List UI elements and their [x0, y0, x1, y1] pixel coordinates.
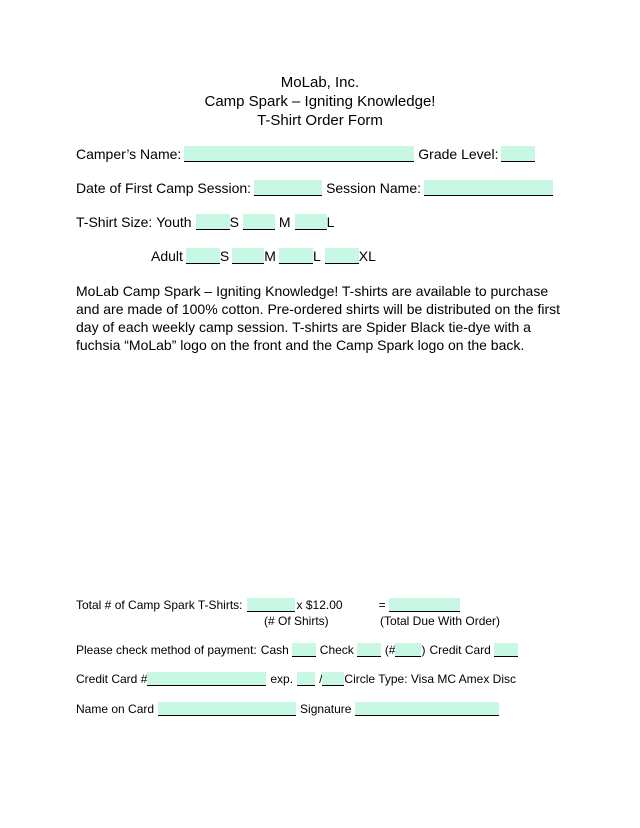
adult-xl-field[interactable]: [325, 248, 359, 264]
payment-method-label: Please check method of payment:: [76, 643, 257, 657]
name-on-card-label: Name on Card: [76, 702, 155, 716]
signature-label: Signature: [300, 702, 352, 716]
card-number-field[interactable]: [147, 672, 266, 686]
session-name-label: Session Name:: [326, 180, 421, 196]
signature-row: [76, 702, 499, 716]
unit-price: x $12.00: [296, 598, 343, 612]
check-number-close: ): [421, 643, 426, 657]
youth-s-label: S: [229, 214, 239, 230]
order-total-row: [76, 598, 460, 612]
adult-label: Adult: [151, 248, 183, 264]
company-name: MoLab, Inc.: [280, 74, 360, 91]
check-number-field[interactable]: [395, 643, 421, 657]
adult-m-label: M: [264, 248, 276, 264]
youth-size-row: [76, 214, 334, 230]
cash-checkbox-field[interactable]: [292, 643, 316, 657]
adult-m-field[interactable]: [232, 248, 264, 264]
card-type-label: Circle Type: Visa MC Amex Disc: [344, 672, 517, 686]
name-on-card-field[interactable]: [158, 702, 296, 716]
youth-m-field[interactable]: [243, 214, 275, 230]
adult-size-row: [151, 248, 376, 264]
payment-method-row: [76, 643, 518, 657]
check-checkbox-field[interactable]: [357, 643, 381, 657]
youth-l-label: L: [326, 214, 335, 230]
check-label: Check: [319, 643, 354, 657]
adult-s-label: S: [219, 248, 230, 264]
session-name-field[interactable]: [424, 180, 553, 196]
camper-name-field[interactable]: [184, 146, 414, 162]
grade-level-label: Grade Level:: [418, 146, 499, 162]
tshirt-size-label: T-Shirt Size:: [76, 214, 153, 230]
exp-month-field[interactable]: [297, 672, 315, 686]
first-session-date-label: Date of First Camp Session:: [76, 180, 252, 196]
total-due-caption: (Total Due With Order): [380, 614, 501, 628]
exp-slash: /: [319, 672, 323, 686]
youth-m-label: M: [278, 214, 291, 230]
adult-l-field[interactable]: [279, 248, 313, 264]
card-number-label: Credit Card #: [76, 672, 148, 686]
camper-name-row: [76, 146, 535, 162]
adult-xl-label: XL: [358, 248, 376, 264]
num-shirts-caption: (# Of Shirts): [264, 614, 329, 628]
youth-s-field[interactable]: [196, 214, 230, 230]
grade-level-field[interactable]: [501, 146, 535, 162]
cash-label: Cash: [260, 643, 289, 657]
youth-label: Youth: [156, 214, 192, 230]
credit-card-label: Credit Card: [429, 643, 491, 657]
exp-label: exp.: [270, 672, 294, 686]
credit-card-row: [76, 672, 516, 686]
signature-field[interactable]: [355, 702, 499, 716]
equals-sign: =: [378, 598, 386, 612]
session-row: [76, 180, 553, 196]
adult-l-label: L: [312, 248, 321, 264]
total-due-field[interactable]: [389, 598, 460, 612]
camper-name-label: Camper’s Name:: [76, 146, 182, 162]
total-shirts-label: Total # of Camp Spark T-Shirts:: [76, 598, 243, 612]
total-shirts-field[interactable]: [247, 598, 295, 612]
credit-card-checkbox-field[interactable]: [494, 643, 518, 657]
product-description: MoLab Camp Spark – Igniting Knowledge! T-shirts are available to purchase and are made of 100% cotton. Pre-ordered shirts will be distributed on the first day of each weekly camp session. T-shirts are Spider Black tie-dye with a fuchsia “MoLab” logo on the front and the Camp Spark logo on the back.: [76, 283, 561, 353]
form-title: T-Shirt Order Form: [257, 112, 383, 129]
first-session-date-field[interactable]: [254, 180, 322, 196]
check-number-open: (#: [384, 643, 396, 657]
youth-l-field[interactable]: [295, 214, 327, 230]
adult-s-field[interactable]: [186, 248, 220, 264]
program-name: Camp Spark – Igniting Knowledge!: [204, 93, 436, 110]
exp-year-field[interactable]: [322, 672, 344, 686]
